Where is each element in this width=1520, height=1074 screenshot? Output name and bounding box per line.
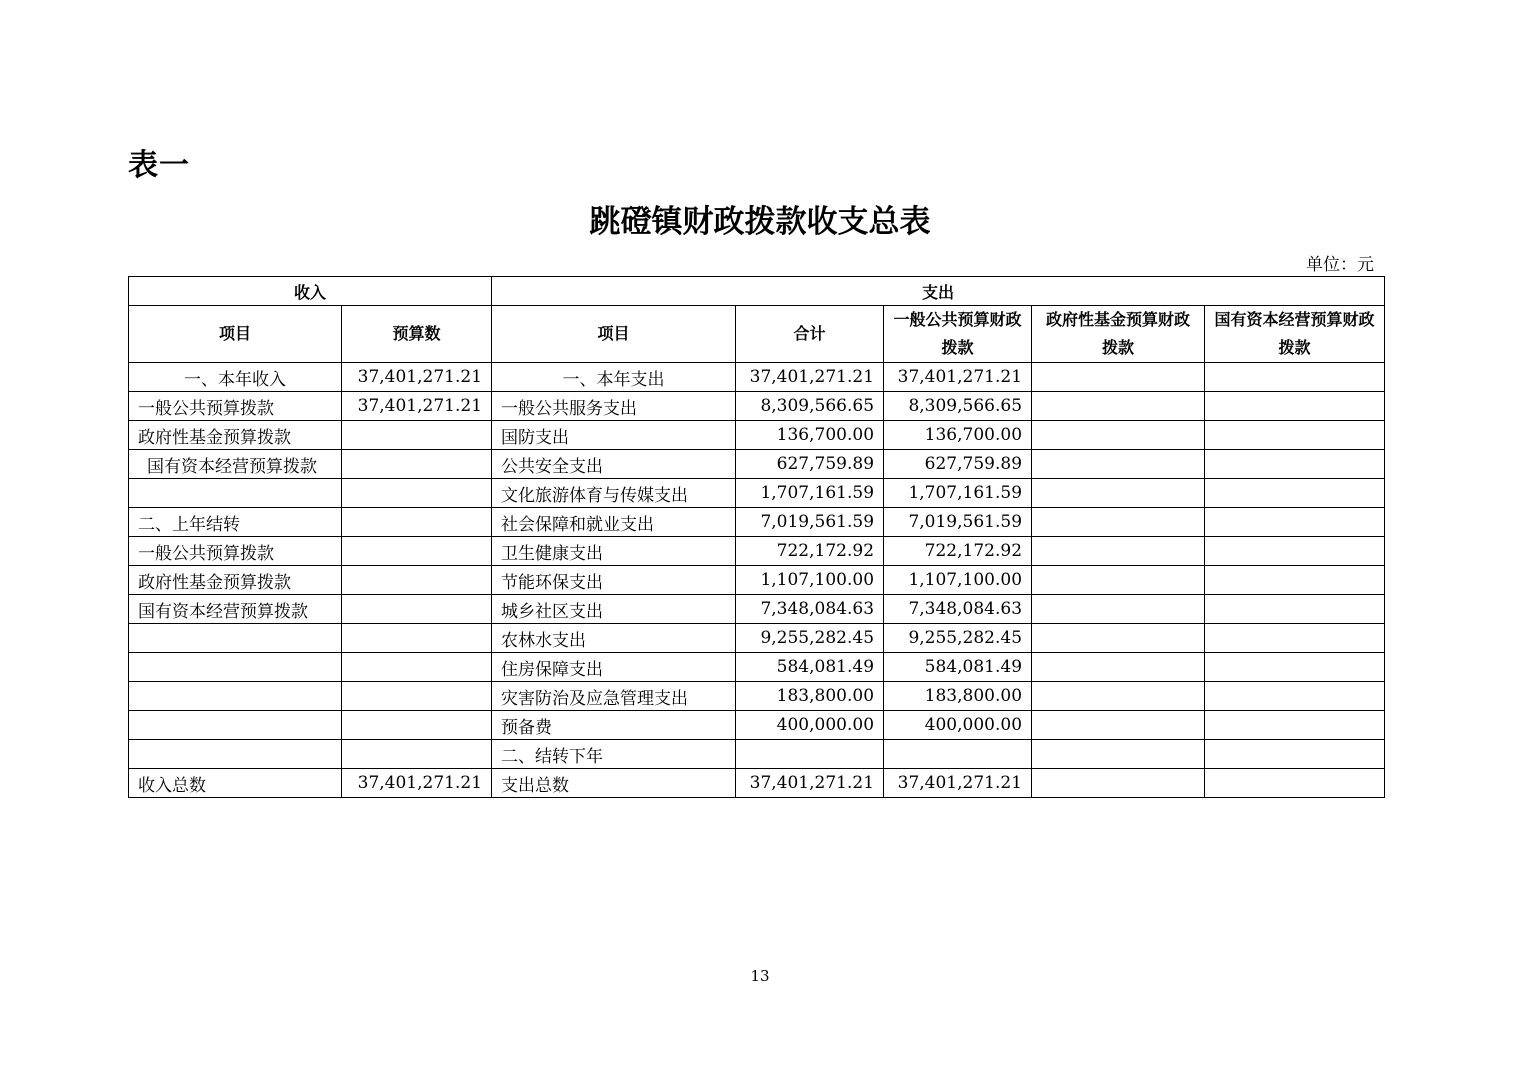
table-row <box>129 363 1385 392</box>
unit-label: 单位：元 <box>1306 255 1374 275</box>
total-cell: 7,348,084.63 <box>736 595 884 624</box>
gov-fund-cell <box>1032 566 1205 595</box>
income-item-cell: 政府性基金预算拨款 <box>129 421 342 450</box>
income-item-cell: 二、上年结转 <box>129 508 342 537</box>
state-capital-cell <box>1205 450 1385 479</box>
general-budget-cell: 584,081.49 <box>884 653 1032 682</box>
table-row <box>129 624 1385 653</box>
income-item-cell <box>129 711 342 740</box>
page-title: 跳磴镇财政拨款收支总表 <box>589 204 931 240</box>
total-cell: 7,019,561.59 <box>736 508 884 537</box>
col-general-budget: 一般公共预算财政拨款 <box>884 306 1032 363</box>
gov-fund-cell <box>1032 508 1205 537</box>
expense-item-cell: 城乡社区支出 <box>492 595 736 624</box>
expense-item-cell: 社会保障和就业支出 <box>492 508 736 537</box>
income-amount-cell: 37,401,271.21 <box>342 392 492 421</box>
income-item-cell <box>129 682 342 711</box>
income-amount-cell <box>342 653 492 682</box>
state-capital-cell <box>1205 653 1385 682</box>
total-cell: 183,800.00 <box>736 682 884 711</box>
table-row <box>129 392 1385 421</box>
total-cell: 627,759.89 <box>736 450 884 479</box>
gov-fund-cell <box>1032 421 1205 450</box>
expense-item-cell: 节能环保支出 <box>492 566 736 595</box>
expense-item-cell: 公共安全支出 <box>492 450 736 479</box>
gov-fund-cell <box>1032 624 1205 653</box>
income-amount-cell <box>342 624 492 653</box>
col-expense-item: 项目 <box>492 306 736 363</box>
table-row <box>129 769 1385 798</box>
income-amount-cell: 37,401,271.21 <box>342 363 492 392</box>
income-amount-cell <box>342 537 492 566</box>
table-row <box>129 421 1385 450</box>
general-budget-cell: 136,700.00 <box>884 421 1032 450</box>
general-budget-cell: 183,800.00 <box>884 682 1032 711</box>
income-amount-cell <box>342 566 492 595</box>
income-item-cell: 一般公共预算拨款 <box>129 392 342 421</box>
state-capital-cell <box>1205 624 1385 653</box>
expense-item-cell: 卫生健康支出 <box>492 537 736 566</box>
expense-item-cell: 国防支出 <box>492 421 736 450</box>
state-capital-cell <box>1205 421 1385 450</box>
state-capital-cell <box>1205 595 1385 624</box>
income-item-cell: 国有资本经营预算拨款 <box>129 450 342 479</box>
table-row <box>129 479 1385 508</box>
gov-fund-cell <box>1032 392 1205 421</box>
gov-fund-cell <box>1032 769 1205 798</box>
expense-item-cell: 支出总数 <box>492 769 736 798</box>
table-row <box>129 740 1385 769</box>
total-cell: 722,172.92 <box>736 537 884 566</box>
gov-fund-cell <box>1032 537 1205 566</box>
state-capital-cell <box>1205 566 1385 595</box>
income-amount-cell <box>342 740 492 769</box>
state-capital-cell <box>1205 479 1385 508</box>
col-income-item: 项目 <box>129 306 342 363</box>
general-budget-cell: 7,348,084.63 <box>884 595 1032 624</box>
general-budget-cell: 37,401,271.21 <box>884 769 1032 798</box>
table-row <box>129 711 1385 740</box>
total-cell: 37,401,271.21 <box>736 769 884 798</box>
gov-fund-cell <box>1032 740 1205 769</box>
gov-fund-cell <box>1032 363 1205 392</box>
state-capital-cell <box>1205 392 1385 421</box>
income-amount-cell <box>342 711 492 740</box>
income-item-cell <box>129 740 342 769</box>
group-header-row <box>129 277 1385 306</box>
table-row <box>129 450 1385 479</box>
income-amount-cell <box>342 682 492 711</box>
table-row <box>129 508 1385 537</box>
income-amount-cell <box>342 508 492 537</box>
total-cell: 136,700.00 <box>736 421 884 450</box>
gov-fund-cell <box>1032 682 1205 711</box>
table-row <box>129 653 1385 682</box>
general-budget-cell: 8,309,566.65 <box>884 392 1032 421</box>
state-capital-cell <box>1205 537 1385 566</box>
total-cell: 8,309,566.65 <box>736 392 884 421</box>
expense-item-cell: 文化旅游体育与传媒支出 <box>492 479 736 508</box>
income-group-header: 收入 <box>129 277 492 306</box>
table-row <box>129 682 1385 711</box>
table-label: 表一 <box>128 148 190 183</box>
expense-item-cell: 灾害防治及应急管理支出 <box>492 682 736 711</box>
total-cell <box>736 740 884 769</box>
general-budget-cell: 1,107,100.00 <box>884 566 1032 595</box>
page-number: 13 <box>750 967 770 985</box>
gov-fund-cell <box>1032 595 1205 624</box>
income-amount-cell <box>342 450 492 479</box>
total-cell: 400,000.00 <box>736 711 884 740</box>
budget-summary-table <box>128 276 1385 798</box>
income-amount-cell <box>342 479 492 508</box>
general-budget-cell: 722,172.92 <box>884 537 1032 566</box>
income-item-cell: 一般公共预算拨款 <box>129 537 342 566</box>
table-body <box>129 363 1385 798</box>
income-item-cell: 政府性基金预算拨款 <box>129 566 342 595</box>
table-row <box>129 566 1385 595</box>
col-state-capital: 国有资本经营预算财政拨款 <box>1205 306 1385 363</box>
total-cell: 9,255,282.45 <box>736 624 884 653</box>
income-item-cell: 国有资本经营预算拨款 <box>129 595 342 624</box>
expense-item-cell: 一、本年支出 <box>492 363 736 392</box>
general-budget-cell: 37,401,271.21 <box>884 363 1032 392</box>
expense-item-cell: 一般公共服务支出 <box>492 392 736 421</box>
general-budget-cell: 1,707,161.59 <box>884 479 1032 508</box>
general-budget-cell <box>884 740 1032 769</box>
state-capital-cell <box>1205 508 1385 537</box>
general-budget-cell: 400,000.00 <box>884 711 1032 740</box>
state-capital-cell <box>1205 682 1385 711</box>
gov-fund-cell <box>1032 479 1205 508</box>
state-capital-cell <box>1205 740 1385 769</box>
gov-fund-cell <box>1032 653 1205 682</box>
table-row <box>129 537 1385 566</box>
expense-item-cell: 住房保障支出 <box>492 653 736 682</box>
expense-group-header: 支出 <box>492 277 1385 306</box>
col-income-budget: 预算数 <box>342 306 492 363</box>
income-amount-cell <box>342 595 492 624</box>
total-cell: 1,107,100.00 <box>736 566 884 595</box>
col-total: 合计 <box>736 306 884 363</box>
total-cell: 1,707,161.59 <box>736 479 884 508</box>
column-header-row <box>129 306 1385 363</box>
table-row <box>129 595 1385 624</box>
gov-fund-cell <box>1032 711 1205 740</box>
expense-item-cell: 预备费 <box>492 711 736 740</box>
state-capital-cell <box>1205 711 1385 740</box>
expense-item-cell: 二、结转下年 <box>492 740 736 769</box>
general-budget-cell: 9,255,282.45 <box>884 624 1032 653</box>
total-cell: 37,401,271.21 <box>736 363 884 392</box>
total-cell: 584,081.49 <box>736 653 884 682</box>
expense-item-cell: 农林水支出 <box>492 624 736 653</box>
gov-fund-cell <box>1032 450 1205 479</box>
state-capital-cell <box>1205 769 1385 798</box>
income-item-cell <box>129 653 342 682</box>
general-budget-cell: 7,019,561.59 <box>884 508 1032 537</box>
income-amount-cell: 37,401,271.21 <box>342 769 492 798</box>
income-amount-cell <box>342 421 492 450</box>
income-item-cell: 收入总数 <box>129 769 342 798</box>
general-budget-cell: 627,759.89 <box>884 450 1032 479</box>
income-item-cell <box>129 479 342 508</box>
state-capital-cell <box>1205 363 1385 392</box>
income-item-cell: 一、本年收入 <box>129 363 342 392</box>
col-gov-fund: 政府性基金预算财政拨款 <box>1032 306 1205 363</box>
income-item-cell <box>129 624 342 653</box>
